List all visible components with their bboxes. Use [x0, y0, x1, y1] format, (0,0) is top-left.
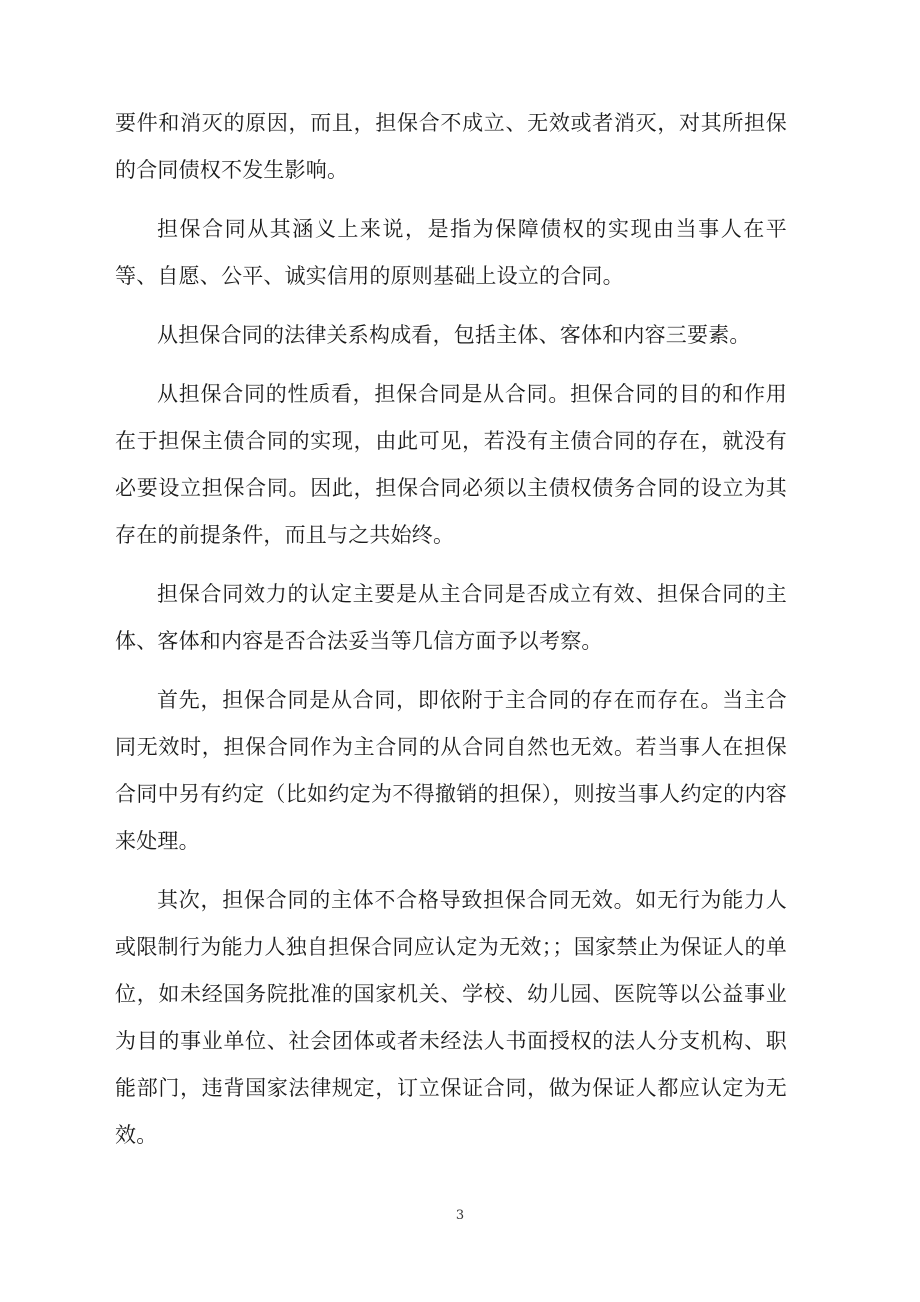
paragraph-definition: 担保合同从其涵义上来说，是指为保障债权的实现由当事人在平等、自愿、公平、诚实信用的原则基础上设立的合同。 [115, 217, 787, 288]
page-number: 3 [455, 1208, 465, 1223]
body-text [115, 100, 787, 1171]
paragraph-second: 其次，担保合同的主体不合格导致担保合同无效。如无行为能力人或限制行为能力人独自担保合同应认定为无效；；国家禁止为保证人的单位，如未经国务院批准的国家机关、学校、幼儿园、医院等以公益事业为目的事业单位、社会团体或者未经法人书面授权的法人分支机构、职能部门，违背国家法律规定，订立保证合同，做为保证人都应认定为无效。 [115, 888, 787, 1147]
paragraph-validity: 担保合同效力的认定主要是从主合同是否成立有效、担保合同的主体、客体和内容是否合法妥当等几信方面予以考察。 [115, 582, 787, 653]
paragraph-nature: 从担保合同的性质看，担保合同是从合同。担保合同的目的和作用在于担保主债合同的实现，由此可见，若没有主债合同的存在，就没有必要设立担保合同。因此，担保合同必须以主债权债务合同的设立为其存在的前提条件，而且与之共始终。 [115, 382, 787, 547]
paragraph-legal-relation: 从担保合同的法律关系构成看，包括主体、客体和内容三要素。 [157, 323, 751, 347]
paragraph-first: 首先，担保合同是从合同，即依附于主合同的存在而存在。当主合同无效时，担保合同作为主合同的从合同自然也无效。若当事人在担保合同中另有约定（比如约定为不得撤销的担保），则按当事人约定的内容来处理。 [115, 688, 787, 853]
paragraph-continuation: 要件和消灭的原因，而且，担保合不成立、无效或者消灭，对其所担保的合同债权不发生影响。 [115, 111, 787, 182]
